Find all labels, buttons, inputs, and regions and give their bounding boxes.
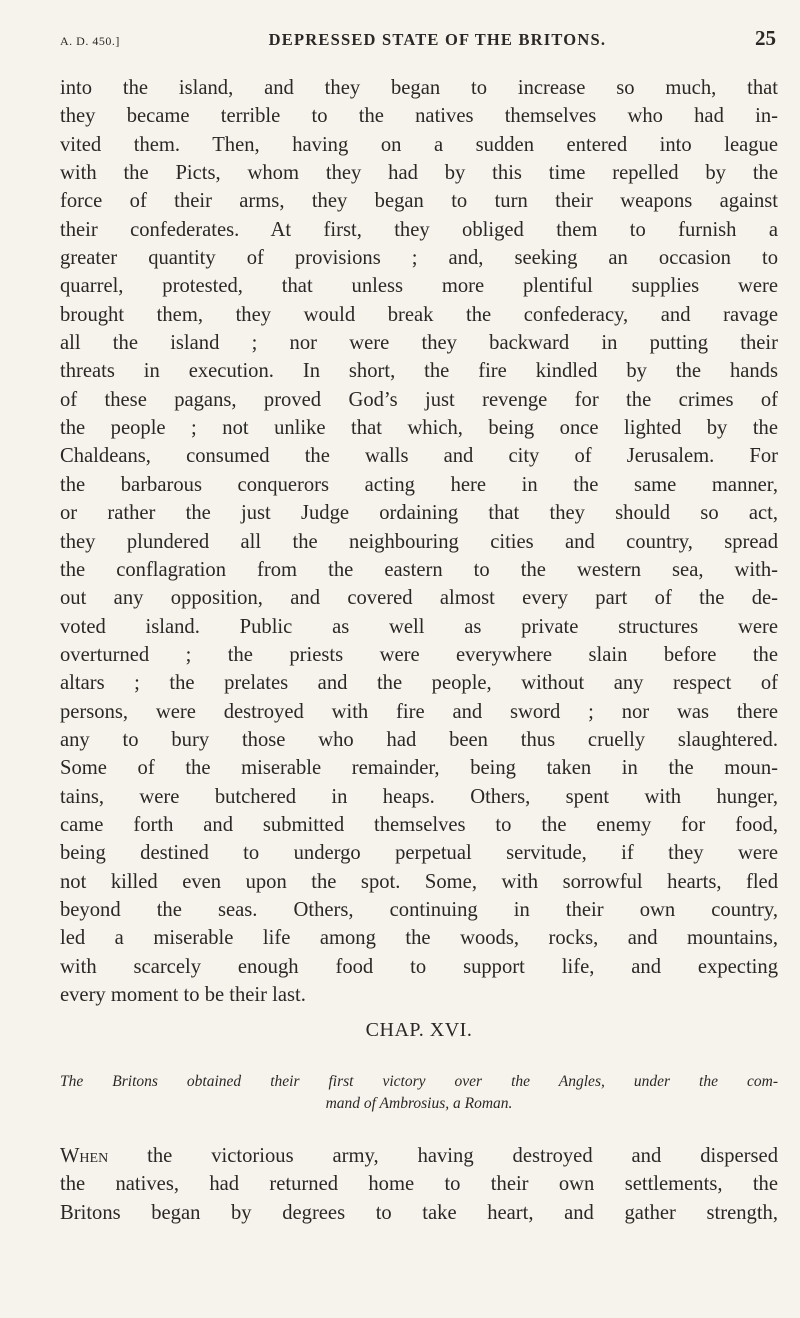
text-line: Britons began by degrees to take heart, and gather strength, [60,1201,778,1224]
text-line: out any opposition, and covered almost every part of the de- [60,587,778,610]
opening-word: When [60,1145,109,1167]
text-line: into the island, and they began to increase so much, that [60,77,778,99]
text-line: the barbarous conquerors acting here in the same manner, [60,473,778,496]
text-line: led a miserable life among the woods, rocks, and mountains, [60,927,778,950]
text-line: not killed even upon the spot. Some, with sorrowful hearts, fled [60,870,778,893]
main-paragraph [60,74,778,1009]
text-line: brought them, they would break the confederacy, and ravage [60,303,778,326]
text-line: force of their arms, they began to turn their weapons against [60,190,778,213]
text-line: threats in execution. In short, the fire kindled by the hands [60,360,778,383]
text-line: they became terrible to the natives themselves who had in- [60,105,778,128]
running-head-date: A. D. 450.] [60,34,120,48]
text-fragment: the victorious army, having destroyed and dispersed [108,1145,778,1167]
text-line: beyond the seas. Others, continuing in their own country, [60,898,778,921]
chapter-opening-paragraph [60,1142,778,1227]
text-line: altars ; the prelates and the people, without any respect of [60,672,778,695]
running-head [60,26,776,50]
text-line: Some of the miserable remainder, being taken in the moun- [60,757,778,780]
text-line: tains, were butchered in heaps. Others, spent with hunger, [60,785,778,808]
text-line [60,1142,778,1170]
chapter-summary [60,1071,778,1115]
text-line: with the Picts, whom they had by this time repelled by the [60,162,778,185]
text-line: came forth and submitted themselves to the enemy for food, [60,813,778,836]
page-number: 25 [755,26,776,50]
text-line: every moment to be their last. [60,984,306,1006]
text-line: the people ; not unlike that which, being once lighted by the [60,417,778,440]
text-line: greater quantity of provisions ; and, seeking an occasion to [60,247,778,270]
text-line: Chaldeans, consumed the walls and city of Jerusalem. For [60,445,778,468]
text-line: persons, were destroyed with fire and sword ; nor was there [60,700,778,723]
chapter-heading: CHAP. XVI. [365,1019,473,1041]
text-line: all the island ; nor were they backward in putting their [60,332,778,355]
text-line: the natives, had returned home to their own settlements, the [60,1173,778,1196]
text-line: the conflagration from the eastern to the western sea, with- [60,558,778,581]
text-line: vited them. Then, having on a sudden entered into league [60,133,778,156]
text-line: being destined to undergo perpetual servitude, if they were [60,842,778,865]
chapter-summary-line: The Britons obtained their first victory over the Angles, under the com- [60,1073,778,1090]
running-head-title: DEPRESSED STATE OF THE BRITONS. [268,30,607,49]
text-line: quarrel, protested, that unless more plentiful supplies were [60,275,778,298]
text-line: they plundered all the neighbouring cities and country, spread [60,530,778,553]
text-line: of these pagans, proved God’s just revenge for the crimes of [60,388,778,411]
text-line: any to bury those who had been thus cruelly slaughtered. [60,728,778,751]
text-line: their confederates. At first, they obliged them to furnish a [60,218,778,241]
text-line: voted island. Public as well as private structures were [60,615,778,638]
chapter-summary-line: mand of Ambrosius, a Roman. [325,1095,513,1112]
text-line: or rather the just Judge ordaining that they should so act, [60,502,778,525]
text-line: with scarcely enough food to support life, and expecting [60,955,778,978]
text-line: overturned ; the priests were everywhere slain before the [60,643,778,666]
